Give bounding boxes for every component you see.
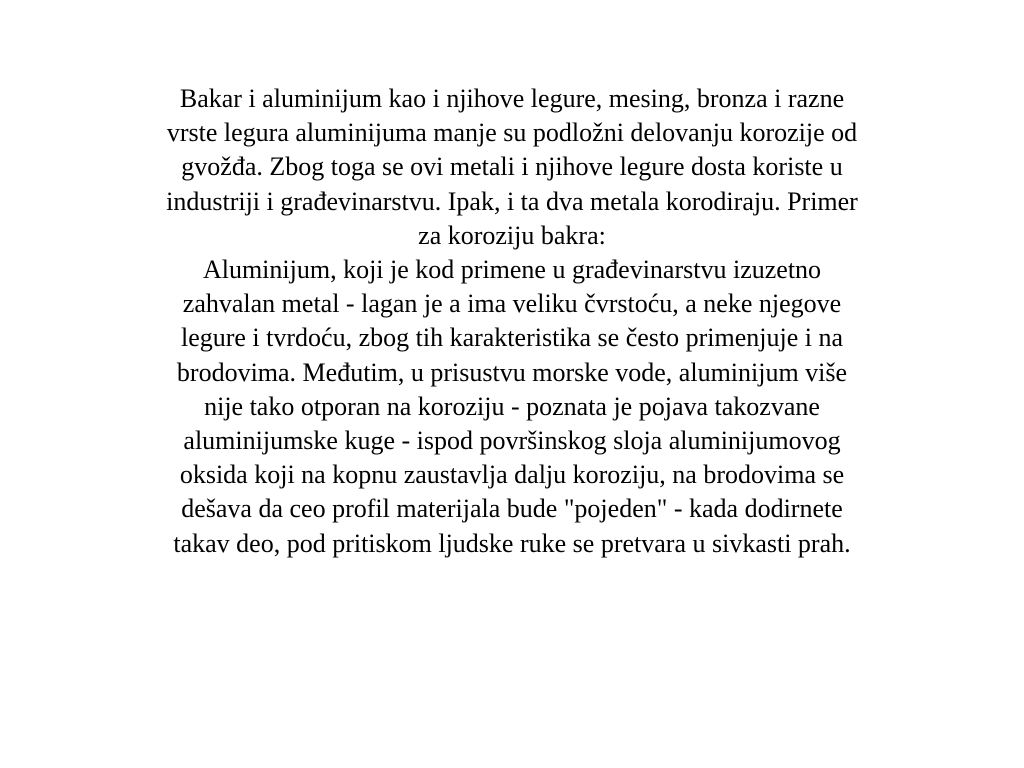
text-line: dešava da ceo profil materijala bude "pojeden" - kada dodirnete [181,494,843,524]
text-line: oksida koji na kopnu zaustavlja dalju koroziju, na brodovima se [179,460,845,490]
text-line: Bakar i aluminijum kao i njihove legure, mesing, bronza i razne [179,84,845,113]
slide-text-block [47,82,977,561]
text-line: takav deo, pod pritiskom ljudske ruke se pretvara u sivkasti prah. [173,528,851,558]
text-line: za koroziju bakra: [418,220,606,250]
text-line: gvožđa. Zbog toga se ovi metali i njihove legure dosta koriste u [181,152,843,182]
text-line: brodovima. Međutim, u prisustvu morske vode, aluminijum više [176,357,848,387]
paragraph-copper [47,82,977,253]
text-line: Aluminijum, koji je kod primene u građevinarstvu izuzetno [202,255,822,285]
text-line: industriji i građevinarstvu. Ipak, i ta dva metala korodiraju. Primer [166,186,858,216]
text-line: zahvalan metal - lagan je a ima veliku čvrstoću, a neke njegove [182,289,842,319]
text-line: aluminijumske kuge - ispod površinskog sloja aluminijumovog [183,426,841,456]
text-line: legure i tvrdoću, zbog tih karakteristika se često primenjuje i na [180,323,844,353]
paragraph-aluminium [47,253,977,561]
text-line: vrste legura aluminijuma manje su podložni delovanju korozije od [166,118,858,148]
text-line: nije tako otporan na koroziju - poznata je pojava takozvane [204,391,820,421]
